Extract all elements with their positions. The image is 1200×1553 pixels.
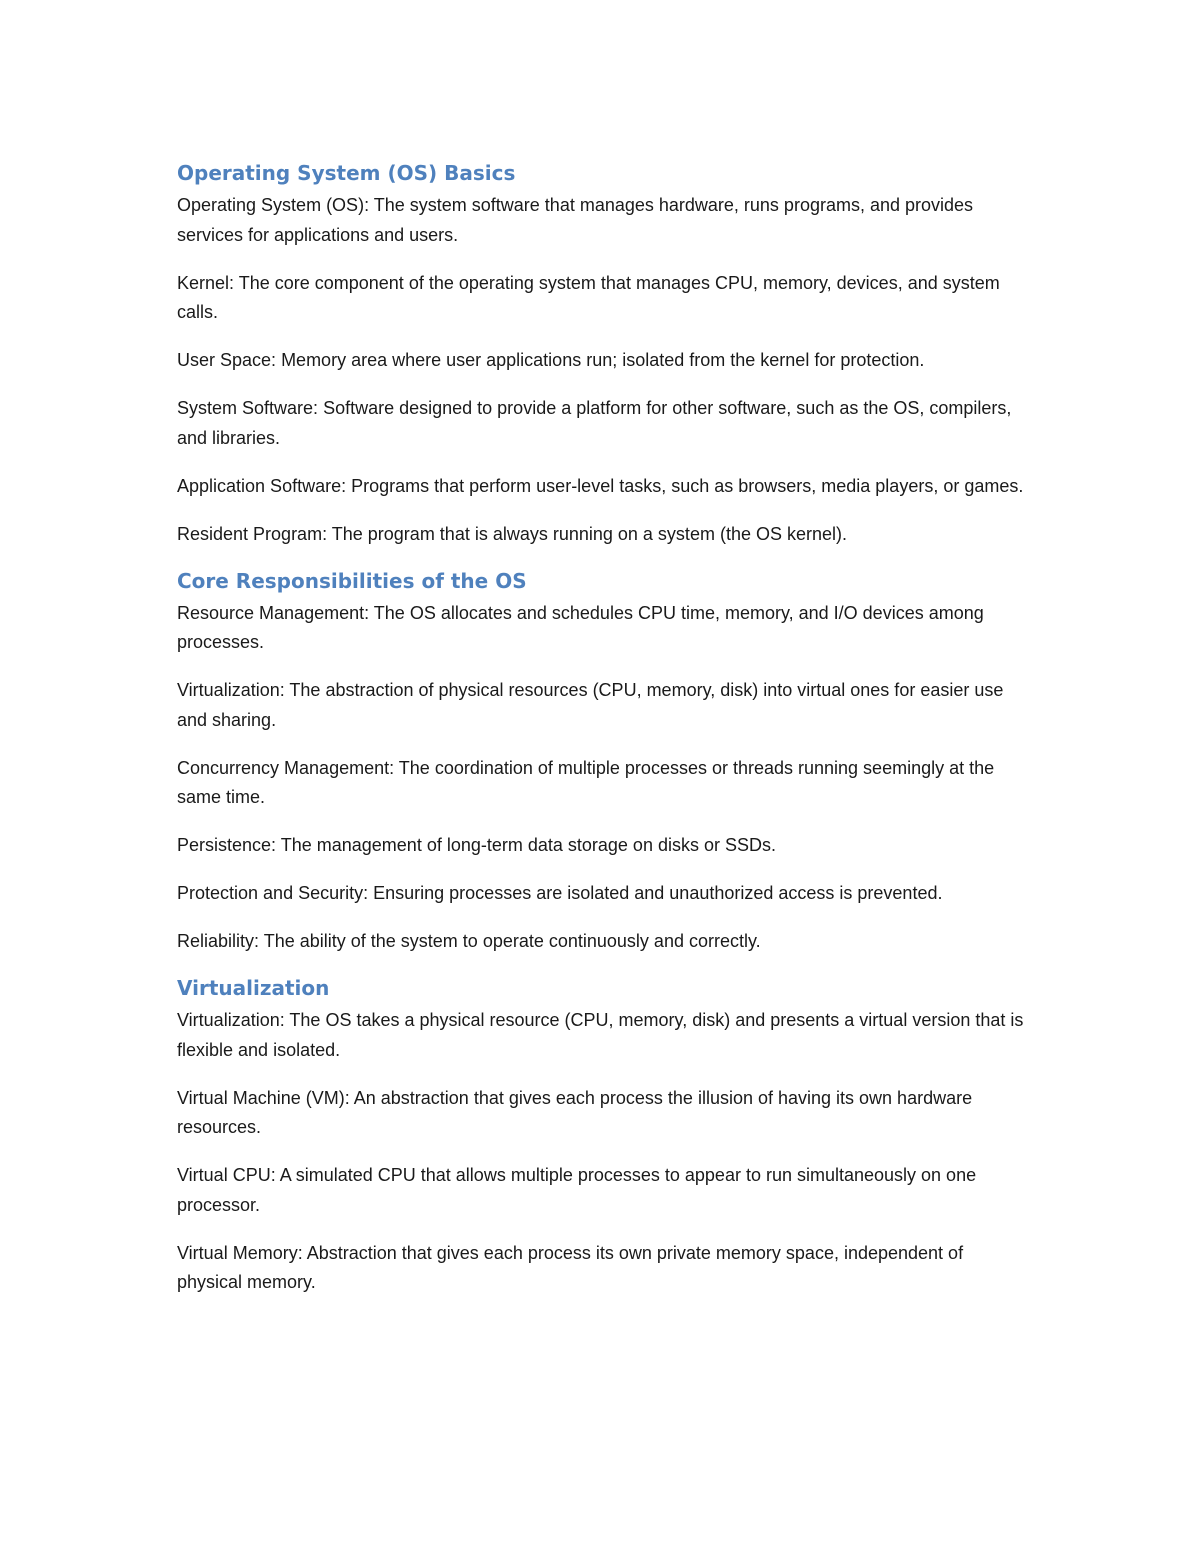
entry-definition: The management of long-term data storage on disks or SSDs. (280, 835, 776, 855)
entry-term: Reliability : (177, 931, 264, 951)
entry-term: System Software : (177, 398, 323, 418)
section-os-basics (177, 160, 1027, 549)
definition-entry (177, 879, 1027, 909)
definition-entry (177, 1239, 1027, 1298)
definition-entry (177, 1006, 1027, 1065)
entry-definition: Ensuring processes are isolated and unauthorized access is prevented. (373, 883, 943, 903)
entry-term: Resource Management : (177, 603, 374, 623)
section-virtualization (177, 975, 1027, 1298)
entry-definition: Abstraction that gives each process its own private memory space, independent of physical memory. (177, 1242, 964, 1292)
entry-definition: The OS takes a physical resource (CPU, memory, disk) and presents a virtual version that is flexible and isolated. (177, 1010, 1024, 1060)
entry-term: Virtualization : (177, 680, 289, 700)
entry-definition: A simulated CPU that allows multiple processes to appear to run simultaneously on one processor. (177, 1165, 977, 1215)
entry-definition: The coordination of multiple processes or threads running seemingly at the same time. (177, 757, 995, 807)
entry-definition: The program that is always running on a system (the OS kernel). (331, 523, 847, 544)
entry-definition: An abstraction that gives each process the illusion of having its own hardware resources. (177, 1087, 973, 1137)
entry-term: Virtual Machine (VM) : (177, 1088, 354, 1108)
entry-definition: Software designed to provide a platform for other software, such as the OS, compilers, and libraries. (177, 398, 1012, 448)
definition-entry (177, 831, 1027, 861)
definition-entry (177, 754, 1027, 813)
entry-term: Operating System (OS) : (177, 195, 374, 215)
entry-term: Virtualization : (177, 1010, 289, 1030)
definition-entry (177, 269, 1027, 328)
definition-entry (177, 1161, 1027, 1220)
section-heading: Core Responsibilities of the OS (177, 568, 527, 593)
entry-term: Concurrency Management : (177, 758, 399, 778)
entry-term: Persistence : (177, 835, 281, 855)
definition-entry (177, 520, 1027, 550)
definition-entry (177, 676, 1027, 735)
definition-entry (177, 394, 1027, 453)
definition-entry (177, 599, 1027, 658)
definition-entry (177, 472, 1027, 502)
entry-term: Kernel : (177, 273, 239, 293)
definition-entry (177, 346, 1027, 376)
entry-definition: The OS allocates and schedules CPU time, memory, and I/O devices among processes. (177, 602, 984, 652)
entry-definition: The abstraction of physical resources (CPU, memory, disk) into virtual ones for easier use and sharing. (177, 680, 1004, 730)
entry-definition: Programs that perform user-level tasks, such as browsers, media players, or games. (351, 475, 1024, 496)
entry-term: Protection and Security : (177, 883, 373, 903)
entry-term: Application Software : (177, 476, 351, 496)
entry-definition: The core component of the operating system that manages CPU, memory, devices, and system calls. (177, 272, 1000, 322)
document-page (177, 160, 1027, 1316)
section-core-responsibilities (177, 568, 1027, 957)
entry-term: Resident Program : (177, 524, 332, 544)
entry-term: Virtual CPU : (177, 1165, 280, 1185)
entry-definition: The ability of the system to operate continuously and correctly. (263, 931, 761, 951)
definition-entry (177, 1084, 1027, 1143)
section-heading: Virtualization (177, 976, 330, 1000)
section-heading: Operating System (OS) Basics (177, 161, 516, 185)
entry-definition: Memory area where user applications run; isolated from the kernel for protection. (281, 350, 925, 370)
entry-term: Virtual Memory : (177, 1243, 307, 1263)
definition-entry (177, 927, 1027, 957)
entry-definition: The system software that manages hardware, runs programs, and provides services for applications and users. (177, 195, 974, 245)
definition-entry (177, 191, 1027, 250)
entry-term: User Space : (177, 350, 281, 370)
